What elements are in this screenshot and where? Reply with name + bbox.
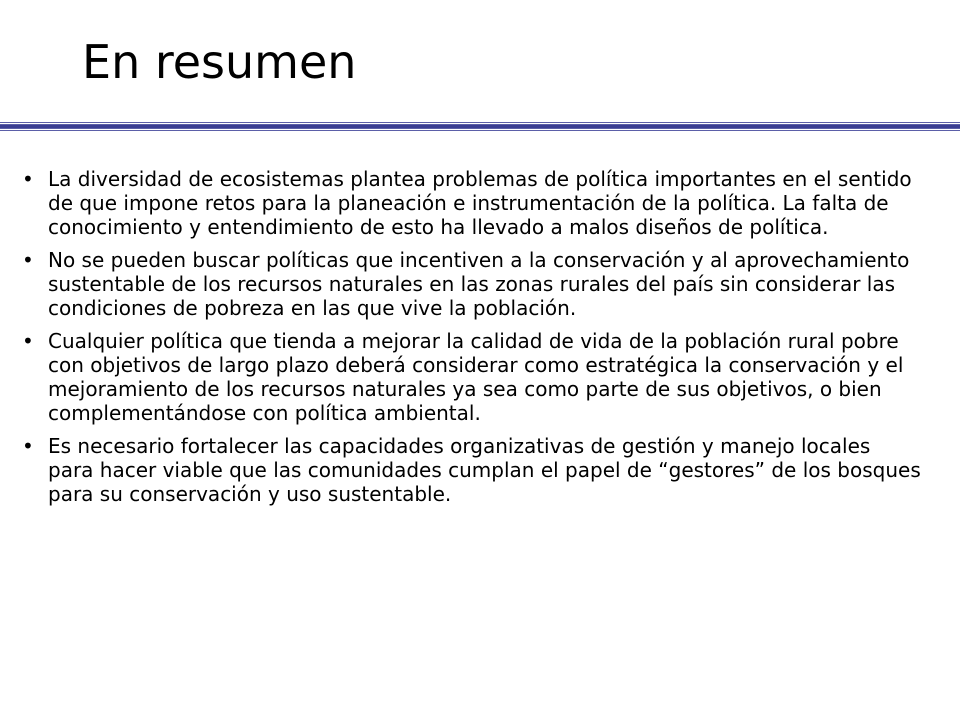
title-divider	[0, 122, 960, 132]
bullet-text: Es necesario fortalecer las capacidades organizativas de gestión y manejo locales para hacer viable que las comunidades cumplan el papel de “gestores” de los bosques para su conservación y uso sustentable.	[48, 434, 921, 506]
slide-title: En resumen	[82, 35, 357, 89]
bullet-item	[22, 328, 922, 425]
bullet-item	[22, 433, 922, 506]
bullet-item	[22, 166, 922, 239]
bullet-list	[22, 166, 922, 514]
bullet-item	[22, 247, 922, 320]
bullet-icon: •	[22, 329, 34, 353]
bullet-icon: •	[22, 434, 34, 458]
bullet-text: Cualquier política que tienda a mejorar la calidad de vida de la población rural pobre con objetivos de largo plazo deberá considerar como estratégica la conservación y el mejoramiento de los recursos naturales ya sea como parte de sus objetivos, o bien complementándose con política ambiental.	[48, 329, 904, 425]
bullet-icon: •	[22, 248, 34, 272]
bullet-icon: •	[22, 167, 34, 191]
bullet-text: No se pueden buscar políticas que incentiven a la conservación y al aprovechamiento sustentable de los recursos naturales en las zonas rurales del país sin considerar las condiciones de pobreza en las que vive la población.	[48, 248, 910, 320]
bullet-text: La diversidad de ecosistemas plantea problemas de política importantes en el sentido de que impone retos para la planeación e instrumentación de la política. La falta de conocimiento y entendimiento de esto ha llevado a malos diseños de política.	[48, 167, 912, 239]
